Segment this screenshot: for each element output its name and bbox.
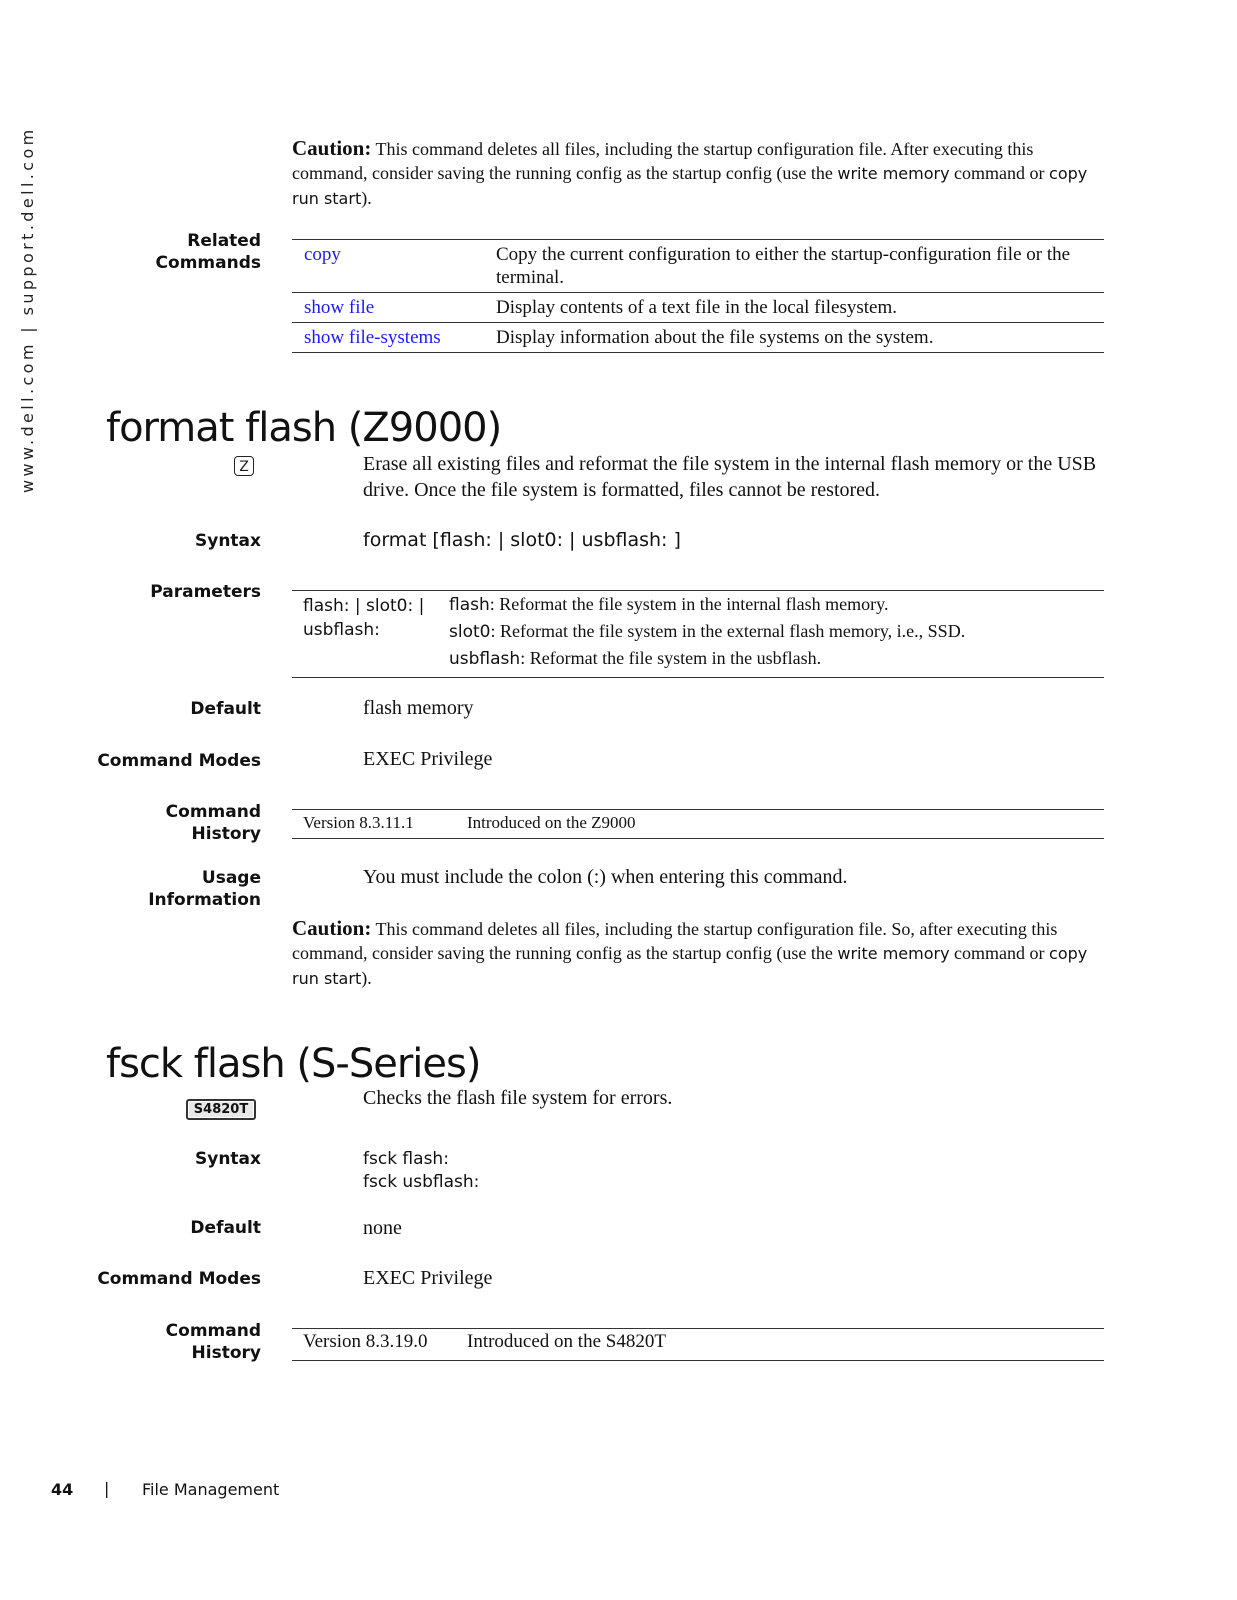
default-label: Default: [190, 1218, 261, 1238]
divider: [292, 590, 1104, 591]
default-label-wrap: [18, 1217, 261, 1239]
param-name-line: flash: | slot0: |: [303, 596, 425, 616]
param-text: : Reformat the file system in the internal flash memory.: [489, 594, 889, 614]
command-modes-value: EXEC Privilege: [363, 748, 493, 770]
section-title-fsck-flash: fsck flash (S-Series): [106, 1041, 481, 1087]
param-code: flash: [449, 595, 490, 615]
param-text: : Reformat the file system in the usbflash.: [520, 648, 822, 668]
caution-text: command or: [949, 163, 1050, 183]
param-name-line: usbflash:: [303, 620, 380, 640]
param-item: [449, 594, 1099, 621]
syntax-label-wrap: [18, 1148, 261, 1170]
link-copy[interactable]: copy: [304, 244, 341, 265]
section-description: Erase all existing files and reformat the file system in the internal flash memory or the USB drive. Once the file system is formatted, files cannot be restored.: [363, 453, 1097, 501]
syntax-line: fsck usbflash:: [363, 1172, 480, 1192]
footer-chapter: File Management: [142, 1480, 280, 1499]
table-cell: Copy the current configuration to either the startup-configuration file or the terminal.: [496, 244, 1071, 288]
divider: [292, 1328, 1104, 1329]
platform-badge-s4820t-icon: S4820T: [186, 1099, 256, 1120]
divider: [292, 809, 1104, 810]
sidebar-url: www.dell.com | support.dell.com: [18, 126, 37, 493]
param-code: slot0: [449, 622, 491, 642]
command-modes-label: Command Modes: [97, 751, 261, 771]
history-version: Version 8.3.11.1: [303, 813, 414, 832]
section-title-format-flash: format flash (Z9000): [106, 405, 502, 451]
param-text: : Reformat the file system in the external flash memory, i.e., SSD.: [490, 621, 966, 641]
caution-text: This command deletes all files, including the startup configuration file. After executing this command, consider saving the running config as the startup config (use the: [292, 139, 1034, 183]
table-cell: Display information about the file systems on the system.: [496, 327, 934, 348]
param-code: usbflash: [449, 649, 521, 669]
default-label: Default: [190, 699, 261, 719]
label-line: Usage: [201, 868, 261, 888]
link-show-file-systems[interactable]: show file-systems: [304, 327, 441, 348]
label-line: Information: [148, 890, 261, 910]
label-line: History: [191, 824, 261, 844]
divider: [292, 677, 1104, 678]
caution-text: ).: [361, 968, 372, 988]
param-name: [303, 594, 424, 642]
label-line: History: [191, 1343, 261, 1363]
modes-label-wrap: [18, 1268, 261, 1290]
caution-text: command or: [949, 943, 1050, 963]
divider: [292, 1360, 1104, 1361]
caution-code: write memory: [837, 944, 950, 963]
default-value: none: [363, 1217, 402, 1239]
caution-text: ).: [361, 188, 372, 208]
platform-badge-z-icon: Z: [234, 456, 254, 476]
syntax-label: Syntax: [195, 531, 261, 551]
related-commands-label: [18, 230, 261, 280]
sidebar-url-text: [18, 126, 38, 548]
link-show-file[interactable]: show file: [304, 297, 375, 318]
param-item: [449, 621, 1099, 648]
usage-label-wrap: [18, 867, 261, 911]
usage-text: You must include the colon (:) when entering this command.: [363, 866, 848, 888]
modes-label-wrap: [18, 750, 261, 772]
caution-code: copy run start: [292, 164, 1088, 208]
related-commands-table: [292, 239, 1104, 353]
caution-code: copy run start: [292, 944, 1088, 988]
default-label-wrap: [18, 698, 261, 720]
table-row: [292, 240, 1104, 293]
table-row: [292, 293, 1104, 323]
parameters-label: Parameters: [150, 582, 261, 602]
history-label-wrap: [18, 1320, 261, 1364]
caution-label: Caution:: [292, 136, 372, 160]
caution-text: This command deletes all files, including the startup configuration file. So, after executing this command, consider saving the running config as the startup config (use the: [292, 919, 1058, 963]
label-line: Command: [165, 802, 261, 822]
table-row: [292, 323, 1104, 353]
command-modes-value: EXEC Privilege: [363, 1267, 493, 1289]
history-label-wrap: [18, 801, 261, 845]
history-desc: Introduced on the S4820T: [467, 1331, 666, 1352]
syntax-text: [363, 1148, 479, 1194]
param-descriptions: [449, 594, 1099, 675]
syntax-label: Syntax: [195, 1149, 261, 1169]
command-modes-label: Command Modes: [97, 1269, 261, 1289]
label-line: Commands: [155, 253, 261, 273]
page-number: 44: [51, 1480, 74, 1499]
caution-label: Caution:: [292, 916, 372, 940]
table-cell: Display contents of a text file in the local filesystem.: [496, 297, 898, 318]
footer-separator: |: [104, 1479, 110, 1498]
label-line: Related: [187, 231, 261, 251]
syntax-line: fsck flash:: [363, 1149, 449, 1169]
syntax-label-wrap: [18, 530, 261, 552]
caution-note-top: [292, 136, 1107, 211]
syntax-text: format [flash: | slot0: | usbflash: ]: [363, 529, 681, 551]
default-value: flash memory: [363, 697, 474, 719]
param-item: [449, 648, 1099, 675]
section-description: Checks the flash file system for errors.: [363, 1087, 673, 1109]
divider: [292, 838, 1104, 839]
history-desc: Introduced on the Z9000: [467, 813, 636, 832]
parameters-label-wrap: [18, 581, 261, 603]
label-line: Command: [165, 1321, 261, 1341]
history-version: Version 8.3.19.0: [303, 1331, 428, 1352]
caution-note: [292, 916, 1107, 991]
caution-code: write memory: [837, 164, 950, 183]
